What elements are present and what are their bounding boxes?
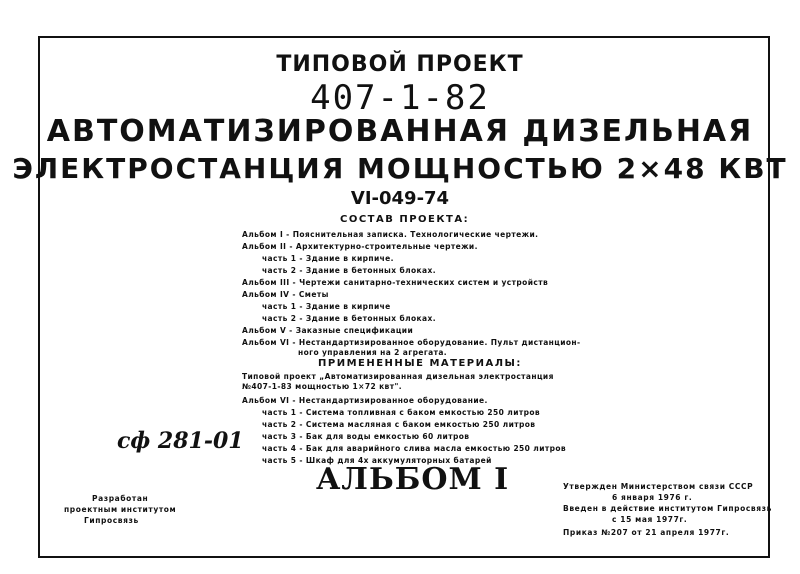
composition-line: часть 1 - Здание в кирпиче xyxy=(262,302,391,311)
type-project-label: ТИПОВОЙ ПРОЕКТ xyxy=(276,52,524,77)
composition-line: Альбом IV - Сметы xyxy=(242,290,329,299)
approval-line-1: Утвержден Министерством связи СССР xyxy=(563,482,754,491)
composition-line: Альбом I - Пояснительная записка. Технологические чертежи. xyxy=(242,230,539,239)
materials-line: часть 2 - Система масляная с баком емкостью 250 литров xyxy=(262,420,536,429)
project-number: 407-1-82 xyxy=(310,78,490,118)
composition-line: часть 2 - Здание в бетонных блоках. xyxy=(262,314,436,323)
composition-line: ного управления на 2 агрегата. xyxy=(298,348,448,357)
title-line-2: ЭЛЕКТРОСТАНЦИЯ МОЩНОСТЬЮ 2×48 КВТ xyxy=(12,152,788,185)
composition-line: Альбом III - Чертежи санитарно-технических систем и устройств xyxy=(242,278,549,287)
composition-line: Альбом VI - Нестандартизированное оборудование. Пульт дистанцион- xyxy=(242,338,581,347)
approval-line-3: Введен в действие институтом Гипросвязь xyxy=(563,504,772,513)
developer-line-3: Гипросвязь xyxy=(84,516,139,525)
materials-line: Типовой проект „Автоматизированная дизельная электростанция xyxy=(242,372,554,381)
materials-line: часть 4 - Бак для аварийного слива масла емкостью 250 литров xyxy=(262,444,567,453)
approval-line-2: 6 января 1976 г. xyxy=(612,493,693,502)
materials-line: Альбом VI - Нестандартизированное оборудование. xyxy=(242,396,488,405)
composition-line: Альбом V - Заказные спецификации xyxy=(242,326,414,335)
developer-line-1: Разработан xyxy=(92,494,149,503)
materials-heading: ПРИМЕНЕННЫЕ МАТЕРИАЛЫ: xyxy=(318,358,522,369)
album-label: АЛЬБОМ I xyxy=(316,462,510,497)
materials-line: часть 3 - Бак для воды емкостью 60 литров xyxy=(262,432,470,441)
project-code: VI-049-74 xyxy=(350,188,450,209)
approval-line-5: Приказ №207 от 21 апреля 1977г. xyxy=(563,528,730,537)
composition-heading: СОСТАВ ПРОЕКТА: xyxy=(340,214,470,225)
composition-line: часть 2 - Здание в бетонных блоках. xyxy=(262,266,436,275)
developer-line-2: проектным институтом xyxy=(64,505,177,514)
sheet-code: сф 281-01 xyxy=(117,428,244,454)
composition-line: Альбом II - Архитектурно-строительные чертежи. xyxy=(242,242,478,251)
materials-line: часть 1 - Система топливная с баком емкостью 250 литров xyxy=(262,408,541,417)
approval-line-4: с 15 мая 1977г. xyxy=(612,515,688,524)
materials-line: часть 5 - Шкаф для 4х аккумуляторных батарей xyxy=(262,456,492,465)
title-line-1: АВТОМАТИЗИРОВАННАЯ ДИЗЕЛЬНАЯ xyxy=(46,114,754,149)
composition-line: часть 1 - Здание в кирпиче. xyxy=(262,254,394,263)
materials-line: №407-1-83 мощностью 1×72 квт". xyxy=(242,382,403,391)
